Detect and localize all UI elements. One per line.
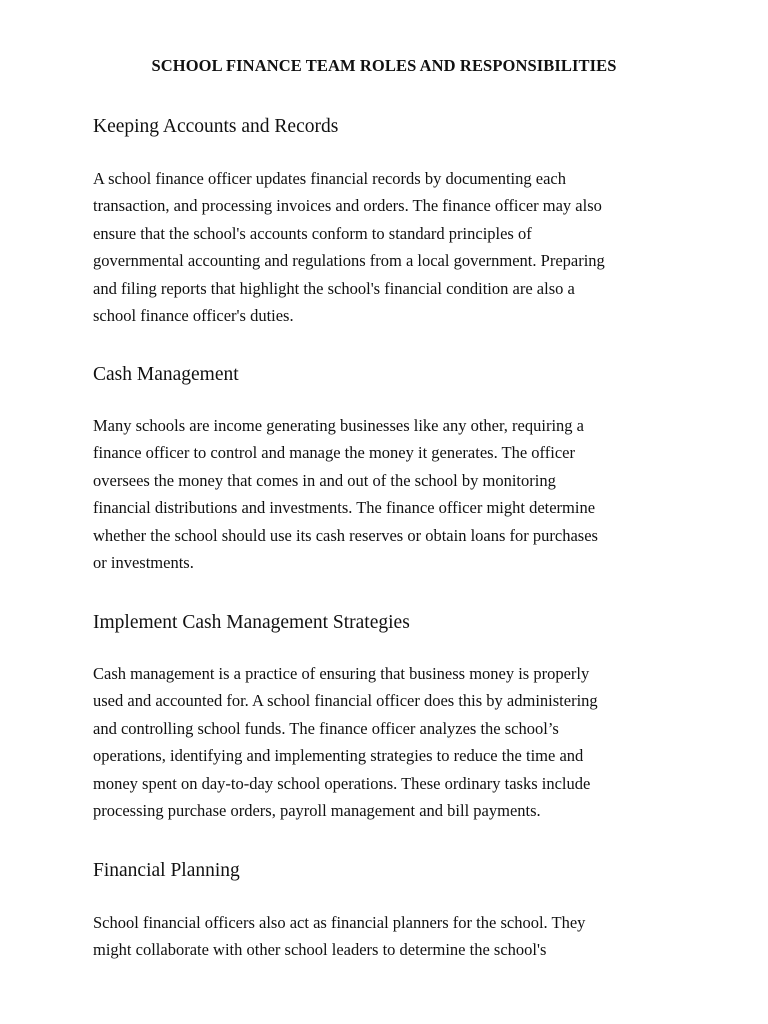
paragraph-line: governmental accounting and regulations from a local government. Preparing (93, 251, 605, 271)
section-paragraph-keeping-accounts (93, 165, 693, 329)
paragraph-line: ensure that the school's accounts conform to standard principles of (93, 223, 532, 243)
paragraph-line: Cash management is a practice of ensuring that business money is properly (93, 664, 590, 683)
paragraph-line: and filing reports that highlight the school's financial condition are also a (93, 278, 575, 298)
paragraph-line: or investments. (93, 553, 194, 573)
paragraph-line: used and accounted for. A school financial officer does this by administering (93, 691, 598, 711)
paragraph-line: financial distributions and investments. The finance officer might determine (93, 498, 596, 518)
document-title: SCHOOL FINANCE TEAM ROLES AND RESPONSIBILITIES (151, 56, 617, 75)
section-heading-cash-strategies: Implement Cash Management Strategies (93, 612, 410, 633)
section-heading-keeping-accounts: Keeping Accounts and Records (93, 116, 339, 137)
paragraph-line: money spent on day-to-day school operations. These ordinary tasks include (93, 773, 591, 793)
paragraph-line: operations, identifying and implementing strategies to reduce the time and (93, 746, 584, 766)
section-heading-financial-planning: Financial Planning (93, 860, 240, 881)
paragraph-line: whether the school should use its cash reserves or obtain loans for purchases (93, 525, 598, 545)
section-paragraph-cash-strategies (93, 660, 693, 824)
paragraph-line: and controlling school funds. The finance officer analyzes the school’s (93, 718, 559, 738)
paragraph-line: School financial officers also act as financial planners for the school. They (93, 913, 586, 932)
paragraph-line: A school finance officer updates financial records by documenting each (93, 169, 566, 188)
paragraph-line: school finance officer's duties. (93, 306, 294, 326)
paragraph-line: finance officer to control and manage the money it generates. The officer (93, 443, 575, 463)
paragraph-line: transaction, and processing invoices and orders. The finance officer may also (93, 196, 602, 216)
section-paragraph-financial-planning (93, 909, 693, 964)
section-paragraph-cash-management (93, 412, 693, 576)
section-heading-cash-management: Cash Management (93, 364, 239, 385)
paragraph-line: processing purchase orders, payroll management and bill payments. (93, 801, 541, 821)
paragraph-line: oversees the money that comes in and out of the school by monitoring (93, 470, 556, 490)
paragraph-line: Many schools are income generating businesses like any other, requiring a (93, 416, 584, 435)
paragraph-line: might collaborate with other school leaders to determine the school's (93, 940, 547, 960)
